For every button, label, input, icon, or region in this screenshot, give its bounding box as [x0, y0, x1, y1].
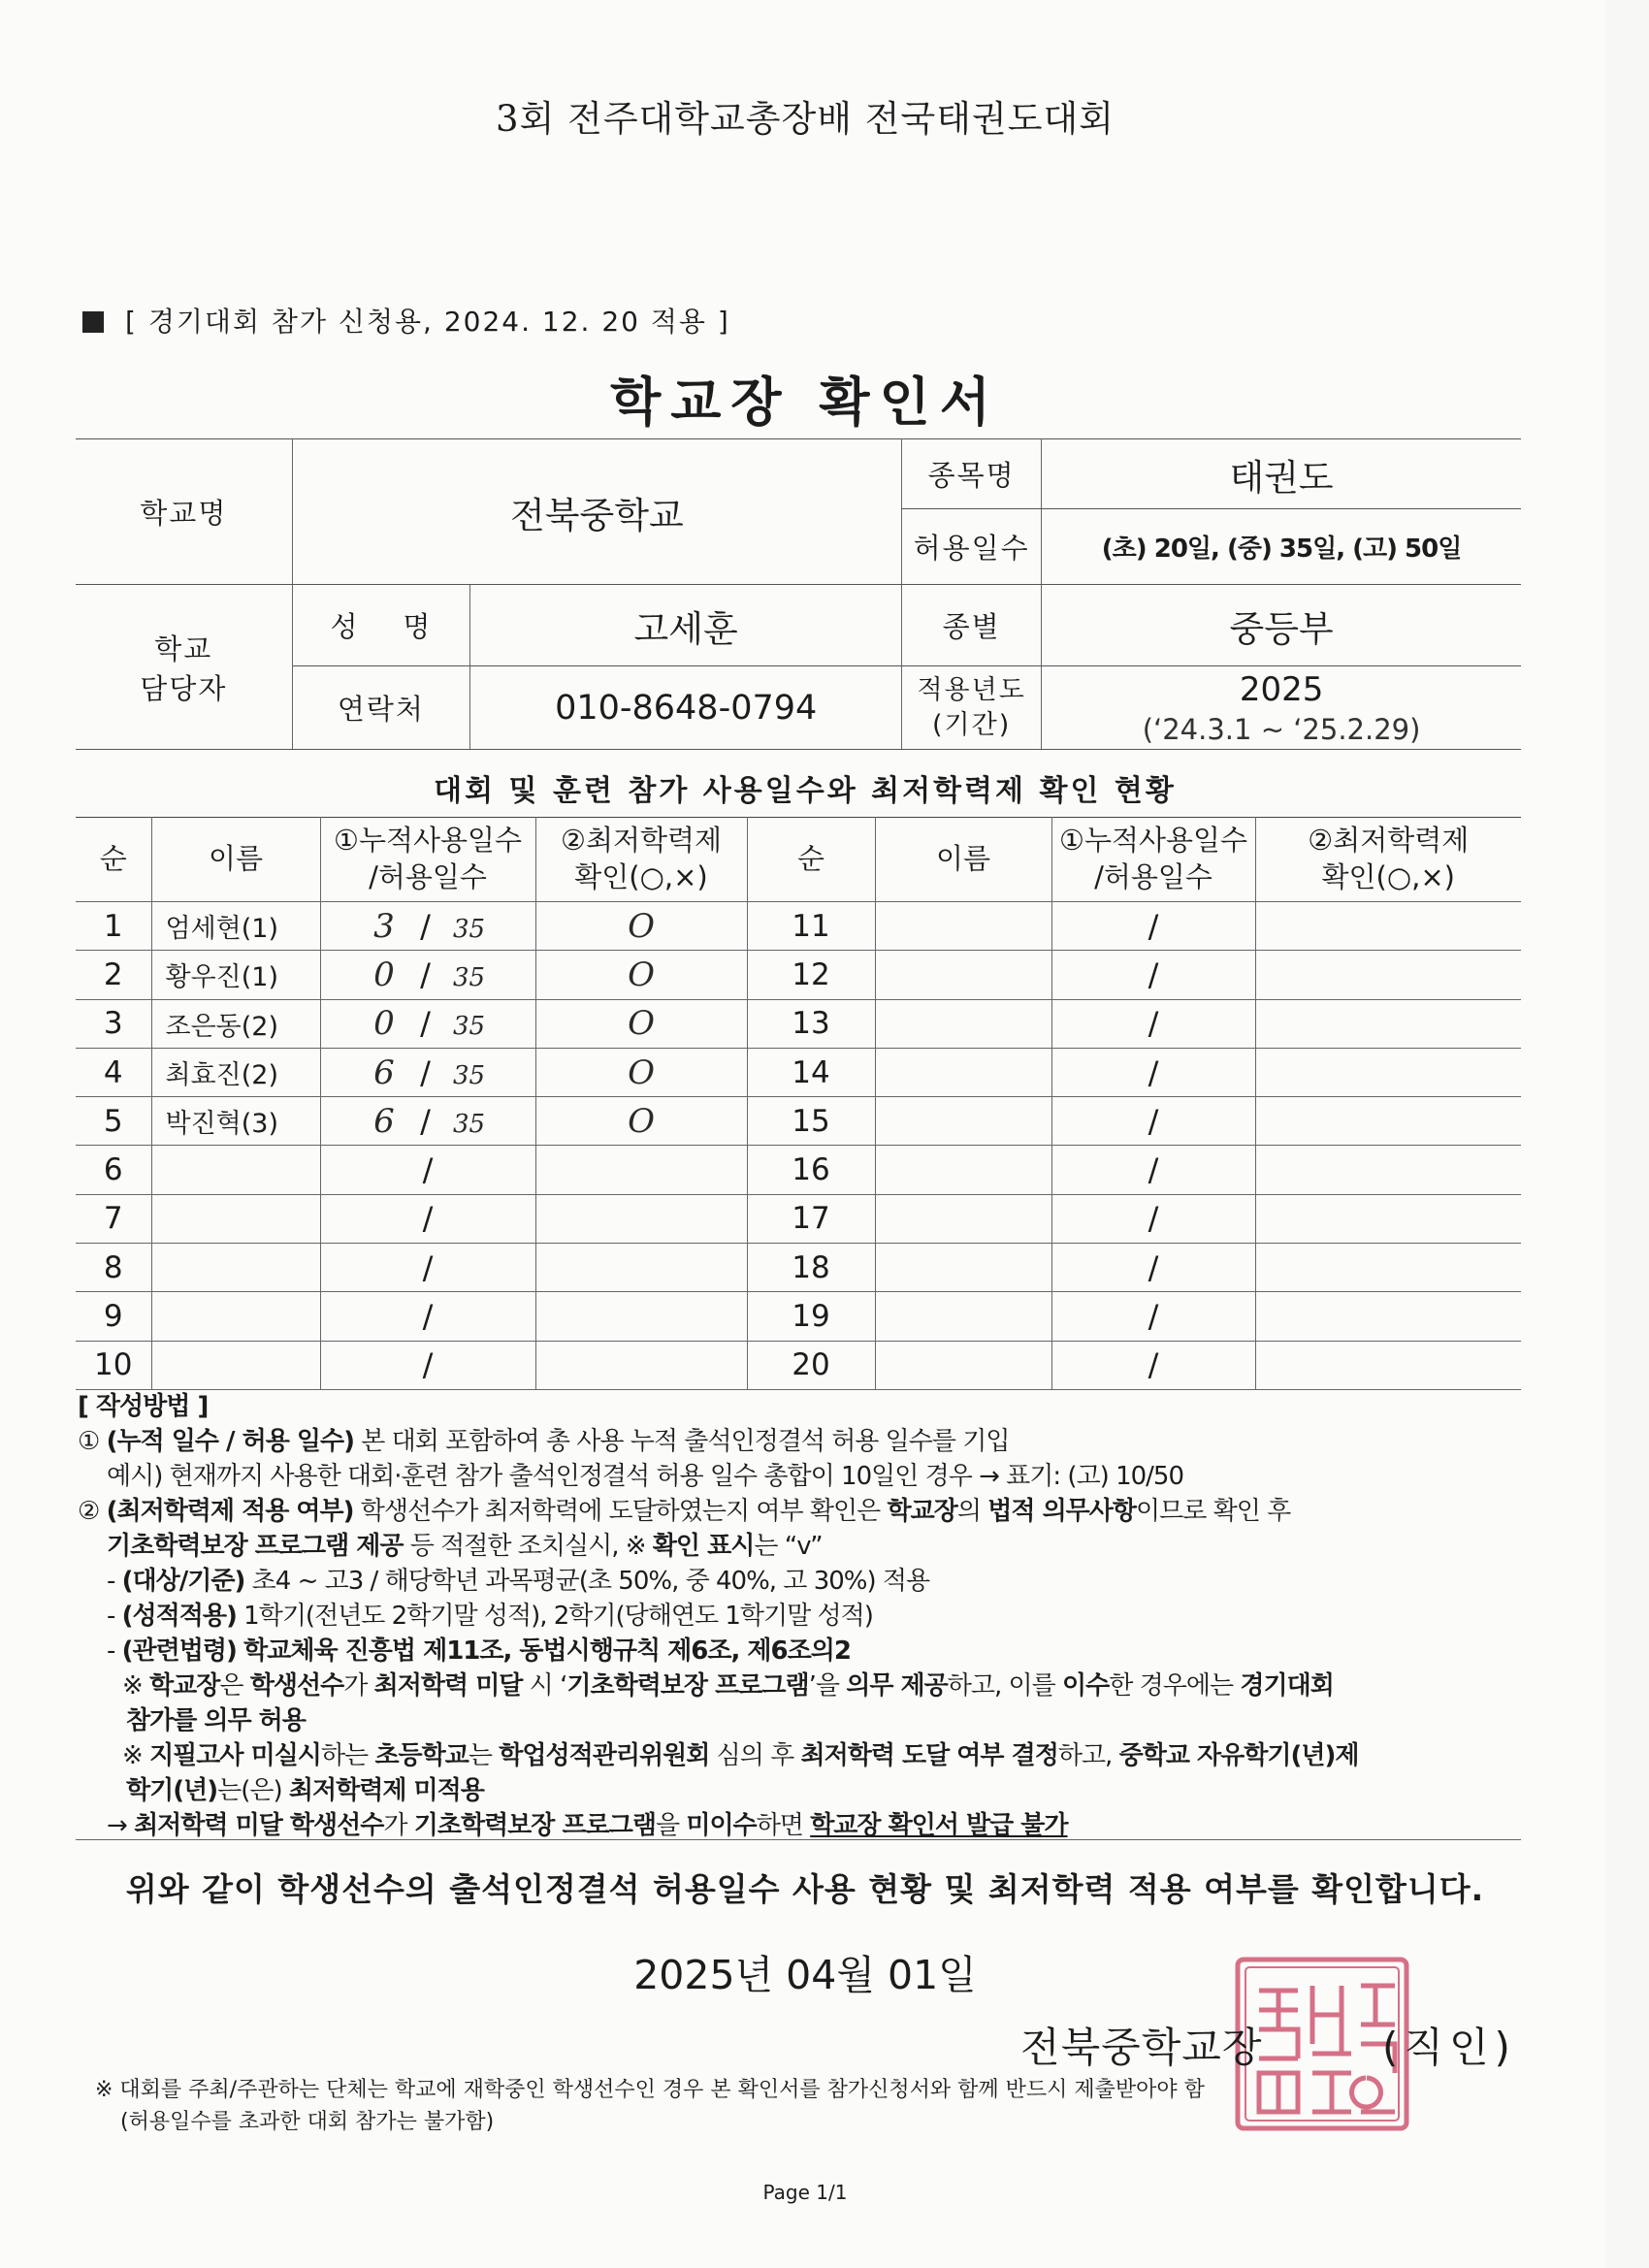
square-bullet-icon [82, 311, 104, 333]
row-name-right [875, 1341, 1051, 1389]
days-separator: / [422, 1200, 434, 1238]
row-days-right [1051, 999, 1255, 1048]
row-days-right [1051, 1146, 1255, 1194]
col-check [535, 818, 747, 902]
days-separator: / [420, 1053, 431, 1091]
row-days-right [1051, 951, 1255, 999]
row-name [151, 951, 320, 999]
col-check-line-2: 확인(○,×) [574, 860, 708, 893]
row-check-right [1255, 1341, 1521, 1389]
table-row [76, 1292, 1521, 1341]
row-name [151, 999, 320, 1048]
row-number-right [747, 999, 875, 1048]
row-check-right [1255, 1292, 1521, 1341]
allowed-days-value: (초) 20일, (중) 35일, (고) 50일 [1042, 509, 1521, 585]
check-mark: O [628, 1004, 655, 1044]
method-line-1: ① (누적 일수 / 허용 일수) 본 대회 포함하여 총 사용 누적 출석인정결석 허용 일수를 기입 [78, 1427, 1010, 1456]
year-period: (‘24.3.1 ~ ‘25.2.29) [1142, 712, 1421, 746]
row-number-right [747, 951, 875, 999]
used-days: 6 [373, 1053, 395, 1092]
days-separator: / [1148, 1053, 1159, 1091]
row-days-right [1051, 1097, 1255, 1146]
col-check-right [1255, 818, 1521, 902]
row-number-text: 16 [792, 1152, 830, 1188]
writing-method [78, 1389, 1533, 1843]
divider [76, 1839, 1521, 1840]
row-name-right [875, 1048, 1051, 1096]
year-label-line-1: 적용년도 [917, 675, 1026, 706]
days-separator: / [1148, 1248, 1159, 1286]
row-days [320, 1048, 535, 1096]
form-note-text: [ 경기대회 참가 신청용, 2024. 12. 20 적용 ] [125, 306, 730, 338]
method-line-2: 예시) 현재까지 사용한 대회·훈련 참가 출석인정결석 허용 일수 총합이 10일인 경우 → 표기: (고) 10/50 [107, 1462, 1184, 1491]
row-days-right [1051, 1048, 1255, 1096]
row-days [320, 902, 535, 951]
issue-date: 2025년 04월 01일 [633, 1952, 977, 1998]
row-check [535, 999, 747, 1048]
row-check-right [1255, 902, 1521, 951]
row-name-right [875, 1244, 1051, 1292]
row-number-right [747, 1048, 875, 1096]
year-value: 2025 [1239, 669, 1324, 709]
method-line-3: ② (최저학력제 적용 여부) 학생선수가 최저학력에 도달하였는지 여부 확인은 학교장의 법적 의무사항이므로 확인 후 [78, 1497, 1291, 1526]
row-name-text: 최효진(2) [165, 1060, 278, 1091]
row-number-right [747, 902, 875, 951]
row-name-right [875, 951, 1051, 999]
row-number-right [747, 1146, 875, 1194]
row-number-text: 13 [792, 1006, 830, 1042]
row-check-right [1255, 1146, 1521, 1194]
row-number [76, 1244, 151, 1292]
row-days [320, 999, 535, 1048]
used-days: 3 [373, 906, 395, 946]
row-check [535, 1292, 747, 1341]
col-days-line-1: ①누적사용일수 [333, 824, 523, 858]
row-check-right [1255, 1194, 1521, 1243]
row-name-right [875, 1292, 1051, 1341]
row-number-text: 11 [792, 908, 830, 944]
phone-value: 010-8648-0794 [470, 666, 902, 750]
method-line-11: 학기(년)는(은) 최저학력제 미적용 [126, 1776, 484, 1805]
days-separator: / [1148, 1346, 1159, 1384]
row-number [76, 1194, 151, 1243]
col-days-right [1051, 818, 1255, 902]
table-row [76, 902, 1521, 951]
check-mark: O [628, 906, 655, 946]
division-label: 종별 [902, 585, 1042, 666]
row-days-right [1051, 1244, 1255, 1292]
row-check [535, 1146, 747, 1194]
row-days [320, 1194, 535, 1243]
used-days: 6 [373, 1101, 395, 1141]
school-value: 전북중학교 [292, 439, 901, 585]
allowed-days: 35 [452, 1060, 486, 1090]
col-no: 순 [76, 818, 151, 902]
table-row [76, 1244, 1521, 1292]
row-name [151, 1341, 320, 1389]
row-days [320, 951, 535, 999]
sport-value: 태권도 [1042, 439, 1521, 509]
table-row [76, 999, 1521, 1048]
col-days-right-line-2: /허용일수 [1094, 860, 1212, 893]
row-number-text: 20 [792, 1347, 830, 1383]
division-value: 중등부 [1042, 585, 1521, 666]
row-days [320, 1244, 535, 1292]
row-name-right [875, 999, 1051, 1048]
days-separator: / [1148, 1298, 1159, 1336]
row-number [76, 1341, 151, 1389]
row-number-text: 1 [103, 908, 123, 944]
days-separator: / [420, 1102, 431, 1140]
row-check [535, 951, 747, 999]
row-name-right [875, 902, 1051, 951]
method-line-5: - (대상/기준) 초4 ~ 고3 / 해당학년 과목평균(초 50%, 중 40%, 고 30%) 적용 [107, 1567, 930, 1596]
row-days-right [1051, 1194, 1255, 1243]
col-no-right: 순 [747, 818, 875, 902]
days-separator: / [422, 1248, 434, 1286]
days-separator: / [420, 907, 431, 945]
days-separator: / [1148, 1005, 1159, 1043]
row-days-right [1051, 1292, 1255, 1341]
col-name: 이름 [151, 818, 320, 902]
row-name-text: 박진혁(3) [165, 1109, 278, 1140]
days-separator: / [1148, 1102, 1159, 1140]
row-number-text: 10 [94, 1347, 133, 1383]
days-separator: / [1148, 907, 1159, 945]
col-days-right-line-1: ①누적사용일수 [1058, 824, 1248, 858]
row-number-text: 3 [103, 1006, 123, 1042]
row-name-text: 황우진(1) [165, 962, 278, 993]
table-row [76, 1194, 1521, 1243]
row-check [535, 902, 747, 951]
table-row [76, 1341, 1521, 1389]
allowed-days-label: 허용일수 [902, 509, 1042, 585]
row-days [320, 1341, 535, 1389]
table-row [76, 1097, 1521, 1146]
year-label-line-2: (기간) [932, 709, 1012, 740]
row-days [320, 1146, 535, 1194]
check-mark: O [628, 1101, 655, 1141]
name-label: 성 명 [292, 585, 470, 666]
row-number-right [747, 1244, 875, 1292]
col-check-line-1: ②최저학력제 [560, 824, 723, 858]
row-check [535, 1097, 747, 1146]
contact-label-line-2: 담당자 [140, 671, 228, 705]
row-number [76, 999, 151, 1048]
row-number [76, 1292, 151, 1341]
row-number-right [747, 1194, 875, 1243]
school-label: 학교명 [76, 439, 292, 585]
method-title: [ 작성방법 ] [78, 1392, 209, 1421]
days-separator: / [1148, 1200, 1159, 1238]
form-note [82, 301, 730, 340]
document-title: 학교장 확인서 [610, 372, 1000, 433]
allowed-days: 35 [452, 962, 486, 992]
row-number [76, 951, 151, 999]
sport-label: 종목명 [902, 439, 1042, 509]
year-label [902, 666, 1042, 750]
days-separator: / [422, 1298, 434, 1336]
row-check [535, 1048, 747, 1096]
row-check-right [1255, 999, 1521, 1048]
row-name-right [875, 1146, 1051, 1194]
row-number-right [747, 1292, 875, 1341]
footer-note [95, 2074, 1205, 2138]
status-title: 대회 및 훈련 참가 사용일수와 최저학력제 확인 현황 [434, 774, 1177, 808]
method-line-8: ※ 학교장은 학생선수가 최저학력 미달 시 ‘기초학력보장 프로그램’을 의무 제공하고, 이를 이수한 경우에는 경기대회 [122, 1671, 1334, 1701]
allowed-days: 35 [452, 914, 486, 944]
row-number-right [747, 1341, 875, 1389]
seal-label: (직인) [1382, 2024, 1516, 2071]
table-row [76, 951, 1521, 999]
days-separator: / [422, 1151, 434, 1189]
row-number-text: 4 [103, 1054, 123, 1090]
contact-label-line-1: 학교 [154, 632, 213, 665]
row-number-text: 2 [103, 956, 123, 992]
row-name [151, 1194, 320, 1243]
col-days [320, 818, 535, 902]
row-check-right [1255, 1244, 1521, 1292]
confirmation-text: 위와 같이 학생선수의 출석인정결석 허용일수 사용 현황 및 최저학력 적용 여부를 확인합니다. [125, 1870, 1485, 1908]
row-days-right [1051, 902, 1255, 951]
row-number-text: 19 [792, 1299, 830, 1335]
row-number-text: 5 [103, 1103, 123, 1139]
name-value: 고세훈 [470, 585, 902, 666]
row-number [76, 902, 151, 951]
row-name-text: 엄세현(1) [165, 914, 278, 945]
page-number: Page 1/1 [762, 2181, 848, 2204]
row-name-right [875, 1194, 1051, 1243]
row-number-text: 15 [792, 1103, 830, 1139]
row-number-text: 6 [103, 1152, 123, 1188]
days-separator: / [420, 956, 431, 993]
check-mark: O [628, 955, 655, 994]
footer-note-line-1: ※ 대회를 주최/주관하는 단체는 학교에 재학중인 학생선수인 경우 본 확인서를 참가신청서와 함께 반드시 제출받아야 함 [95, 2078, 1205, 2102]
row-number-text: 18 [792, 1249, 830, 1285]
row-number-text: 12 [792, 956, 830, 992]
row-days [320, 1292, 535, 1341]
event-title: 3회 전주대학교총장배 전국태권도대회 [496, 98, 1115, 140]
row-number [76, 1097, 151, 1146]
used-days: 0 [373, 955, 395, 994]
row-number-right [747, 1097, 875, 1146]
row-number [76, 1146, 151, 1194]
allowed-days: 35 [452, 1012, 486, 1042]
row-number [76, 1048, 151, 1096]
days-separator: / [1148, 1151, 1159, 1189]
row-number-text: 17 [792, 1201, 830, 1237]
contact-label [76, 585, 292, 750]
row-name-right [875, 1097, 1051, 1146]
row-check [535, 1194, 747, 1243]
year-cell [1042, 666, 1521, 750]
col-name-right: 이름 [875, 818, 1051, 902]
row-name-text: 조은동(2) [165, 1011, 278, 1042]
method-line-10: ※ 지필고사 미실시하는 초등학교는 학업성적관리위원회 심의 후 최저학력 도달 여부 결정하고, 중학교 자유학기(년)제 [122, 1741, 1359, 1770]
row-name [151, 902, 320, 951]
table-row [76, 1048, 1521, 1096]
row-check [535, 1341, 747, 1389]
method-line-4: 기초학력보장 프로그램 제공 등 적절한 조치실시, ※ 확인 표시는 “v” [107, 1532, 823, 1561]
table-row [76, 1146, 1521, 1194]
row-number-text: 8 [103, 1249, 123, 1285]
days-separator: / [422, 1346, 434, 1384]
row-name [151, 1292, 320, 1341]
row-name [151, 1048, 320, 1096]
method-line-6: - (성적적용) 1학기(전년도 2학기말 성적), 2학기(당해연도 1학기말 성적) [107, 1602, 873, 1631]
method-line-9: 참가를 의무 허용 [126, 1706, 306, 1735]
col-check-right-line-1: ②최저학력제 [1308, 824, 1470, 858]
check-mark: O [628, 1053, 655, 1092]
method-line-7: - (관련법령) 학교체육 진흥법 제11조, 동법시행규칙 제6조, 제6조의2 [107, 1636, 851, 1666]
row-days [320, 1097, 535, 1146]
method-line-12: → 최저학력 미달 학생선수가 기초학력보장 프로그램을 미이수하면 학교장 확인서 발급 불가 [107, 1811, 1068, 1840]
roster-header-row [76, 818, 1521, 902]
principal-name: 전북중학교장 [1020, 2024, 1263, 2071]
row-number-text: 14 [792, 1054, 830, 1090]
col-days-line-2: /허용일수 [369, 860, 487, 893]
row-check-right [1255, 1097, 1521, 1146]
info-table [76, 438, 1521, 750]
row-number-text: 9 [103, 1299, 123, 1335]
row-name [151, 1244, 320, 1292]
col-check-right-line-2: 확인(○,×) [1321, 860, 1455, 893]
used-days: 0 [373, 1004, 395, 1044]
roster-table [76, 817, 1521, 1390]
row-name [151, 1097, 320, 1146]
row-days-right [1051, 1341, 1255, 1389]
phone-label: 연락처 [292, 666, 470, 750]
footer-note-line-2: (허용일수를 초과한 대회 참가는 불가함) [120, 2110, 495, 2134]
row-number-text: 7 [103, 1201, 123, 1237]
days-separator: / [420, 1005, 431, 1043]
allowed-days: 35 [452, 1109, 486, 1139]
days-separator: / [1148, 956, 1159, 993]
row-name [151, 1146, 320, 1194]
row-check-right [1255, 1048, 1521, 1096]
row-check [535, 1244, 747, 1292]
row-check-right [1255, 951, 1521, 999]
